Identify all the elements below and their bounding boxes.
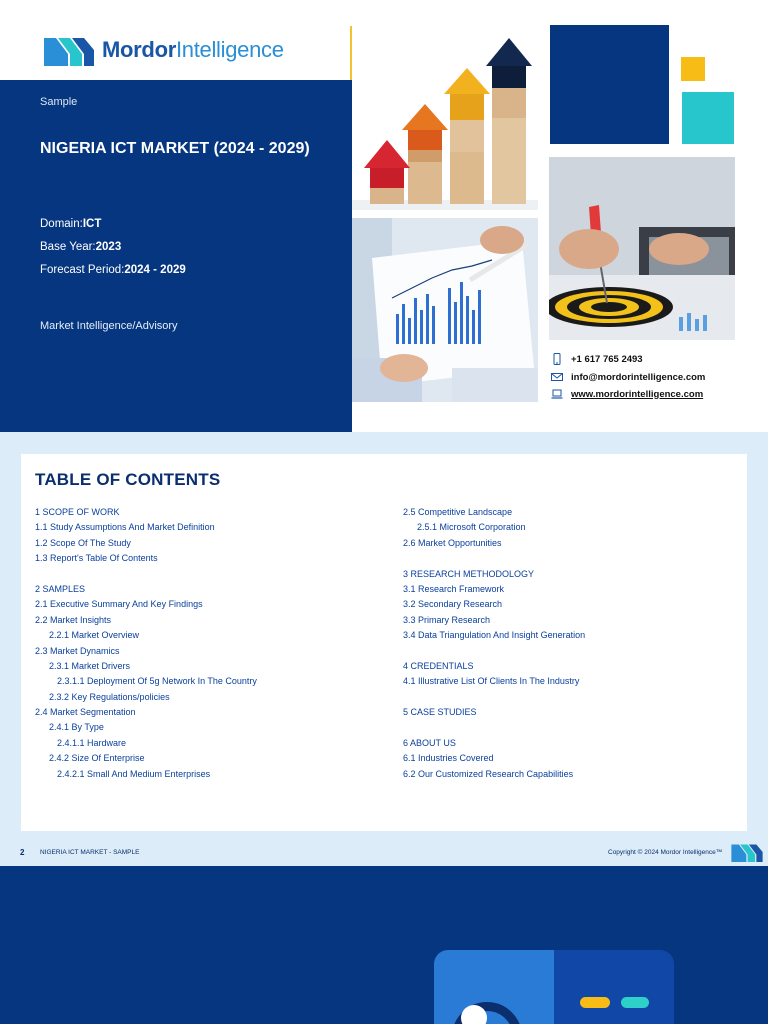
toc-entry[interactable]: 2.4.1 By Type — [49, 722, 104, 733]
advisory-label: Market Intelligence/Advisory — [40, 320, 178, 332]
decor-teal-square — [682, 92, 734, 144]
toc-entry[interactable]: 1.2 Scope Of The Study — [35, 537, 131, 548]
toc-entry[interactable]: 2.2.1 Market Overview — [49, 630, 140, 641]
illustration-dot — [461, 1005, 487, 1024]
toc-card — [21, 454, 747, 831]
toc-entry[interactable]: 5 CASE STUDIES — [403, 707, 477, 718]
forecast-value: 2024 - 2029 — [124, 264, 186, 276]
toc-entry[interactable]: 2.5.1 Microsoft Corporation — [417, 522, 526, 533]
next-page-preview — [0, 866, 768, 1024]
footer-doc-label: NIGERIA ICT MARKET - SAMPLE — [40, 849, 140, 856]
toc-entry[interactable]: 3.3 Primary Research — [403, 614, 491, 625]
illustration-card-right — [554, 950, 674, 1024]
domain-label: Domain: — [40, 218, 83, 230]
brand-name-light: Intelligence — [175, 37, 284, 62]
cover-sample-label: Sample — [40, 96, 78, 108]
base-year-label: Base Year: — [40, 241, 96, 253]
toc-right-column — [403, 505, 585, 782]
toc-entry[interactable]: 1.3 Report's Table Of Contents — [35, 553, 158, 564]
mail-icon — [551, 371, 563, 383]
toc-entry[interactable]: 4.1 Illustrative List Of Clients In The Industry — [403, 676, 580, 687]
toc-entry[interactable]: 1.1 Study Assumptions And Market Definition — [35, 522, 215, 533]
contact-website[interactable] — [551, 388, 703, 400]
toc-entry[interactable]: 2.3.1 Market Drivers — [49, 660, 131, 671]
toc-spacer — [403, 644, 585, 659]
phone-icon — [551, 353, 563, 365]
toc-entry[interactable]: 3.1 Research Framework — [403, 583, 505, 594]
toc-entry[interactable]: 2.5 Competitive Landscape — [403, 507, 513, 517]
toc-entry[interactable]: 2.4.2 Size Of Enterprise — [49, 753, 145, 764]
toc-spacer — [35, 567, 257, 582]
chart-review-image — [352, 218, 538, 402]
toc-entry[interactable]: 2.4.1.1 Hardware — [57, 737, 127, 748]
toc-entry[interactable]: 3 RESEARCH METHODOLOGY — [403, 568, 535, 579]
contact-phone[interactable] — [551, 353, 643, 365]
toc-left-column — [35, 505, 257, 782]
footer-logo-icon — [730, 842, 764, 862]
toc-entry[interactable]: 2.4 Market Segmentation — [35, 707, 136, 718]
toc-entry[interactable]: 6.2 Our Customized Research Capabilities — [403, 768, 574, 779]
toc-entry[interactable]: 2.3 Market Dynamics — [35, 645, 120, 656]
footer-page-number: 2 — [20, 848, 25, 857]
illustration-pill-yellow — [580, 997, 610, 1008]
brand-name — [102, 37, 284, 63]
contact-phone-text: +1 617 765 2493 — [571, 353, 643, 365]
forecast-label: Forecast Period: — [40, 264, 125, 276]
toc-entry[interactable]: 2.4.2.1 Small And Medium Enterprises — [57, 768, 211, 779]
toc-entry[interactable]: 2.2 Market Insights — [35, 614, 112, 625]
toc-entry[interactable]: 4 CREDENTIALS — [403, 660, 474, 671]
decor-navy-square — [550, 25, 669, 144]
base-year-value: 2023 — [95, 241, 122, 253]
toc-page — [0, 432, 768, 866]
brand-name-bold: Mordor — [102, 37, 176, 62]
toc-entry[interactable]: 2.1 Executive Summary And Key Findings — [35, 599, 203, 610]
toc-entry[interactable]: 2.3.2 Key Regulations/policies — [49, 691, 170, 702]
mordor-logo-icon — [44, 34, 94, 66]
decor-yellow-square — [681, 57, 705, 81]
base-year-row — [40, 241, 121, 253]
page-footer — [0, 842, 768, 866]
toc-entry[interactable]: 6.1 Industries Covered — [403, 753, 494, 764]
contact-website-text: www.mordorintelligence.com — [571, 388, 704, 400]
toc-entry[interactable]: 3.2 Secondary Research — [403, 599, 503, 610]
toc-spacer — [403, 690, 585, 705]
dartboard-image — [549, 157, 735, 340]
toc-entry[interactable]: 3.4 Data Triangulation And Insight Generation — [403, 630, 586, 641]
toc-spacer — [403, 720, 585, 735]
domain-value: ICT — [82, 218, 102, 230]
cover-page — [0, 0, 768, 432]
growth-houses-image — [352, 22, 538, 210]
toc-entry[interactable]: 2.6 Market Opportunities — [403, 537, 502, 548]
cover-info-panel — [0, 80, 352, 432]
brand-logo[interactable] — [44, 34, 284, 66]
report-title: NIGERIA ICT MARKET (2024 - 2029) — [40, 140, 310, 157]
toc-title: TABLE OF CONTENTS — [35, 470, 221, 489]
toc-entry[interactable]: 2.3.1.1 Deployment Of 5g Network In The Country — [57, 676, 257, 687]
toc-entry[interactable]: 6 ABOUT US — [403, 737, 456, 748]
toc-spacer — [403, 551, 585, 566]
toc-entry[interactable]: 2 SAMPLES — [35, 583, 86, 594]
contact-email-text: info@mordorintelligence.com — [571, 371, 706, 383]
forecast-row — [40, 264, 186, 276]
footer-copyright: Copyright © 2024 Mordor Intelligence™ — [608, 849, 723, 856]
toc-entry[interactable]: 1 SCOPE OF WORK — [35, 507, 120, 517]
illustration-pill-teal — [621, 997, 649, 1008]
domain-row — [40, 218, 101, 230]
contact-email[interactable] — [551, 371, 705, 383]
laptop-icon — [551, 388, 563, 400]
